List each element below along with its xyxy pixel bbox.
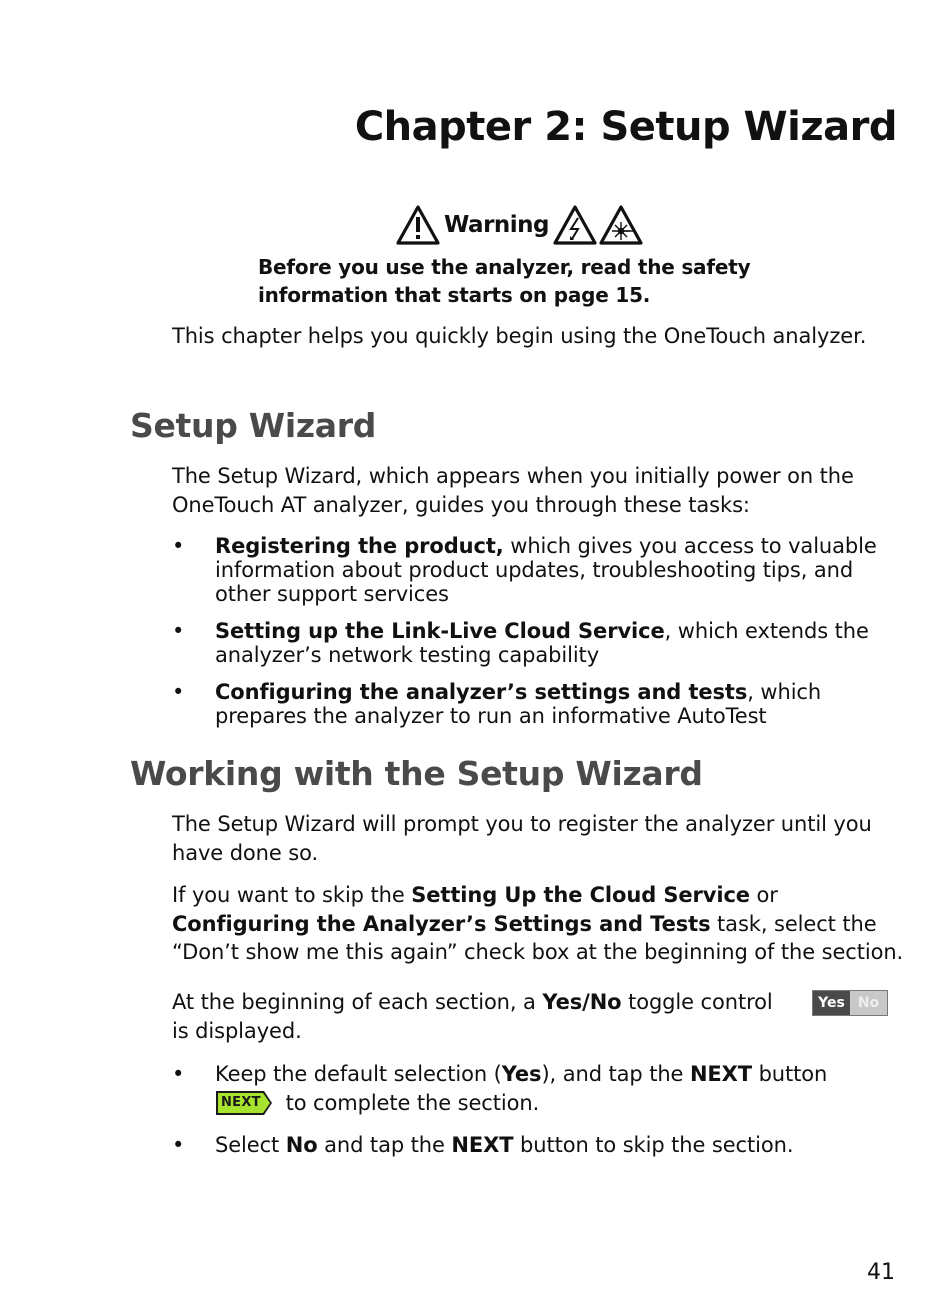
list-item: • Keep the default selection (Yes), and tap the NEXT button NEXT to complete the section.	[172, 1060, 912, 1118]
toggle-yes[interactable]: Yes	[813, 991, 850, 1015]
warning-label: Warning	[444, 212, 550, 238]
electrical-hazard-icon	[553, 205, 597, 245]
register-paragraph: The Setup Wizard will prompt you to register the analyzer until you have done so.	[172, 812, 872, 865]
action-list	[172, 1060, 912, 1173]
page-number: 41	[867, 1260, 895, 1285]
setup-wizard-paragraph: The Setup Wizard, which appears when you initially power on the OneTouch AT analyzer, guides you through these tasks:	[172, 464, 854, 517]
skip-paragraph: If you want to skip the Setting Up the Cloud Service or Configuring the Analyzer’s Settings and Tests task, select the “Don’t show me this again” check box at the beginning of the section.	[172, 883, 904, 964]
next-button[interactable]: NEXT	[215, 1090, 273, 1116]
toggle-paragraph: At the beginning of each section, a Yes/No toggle control is displayed.	[172, 990, 773, 1043]
list-item: • Registering the product, which gives you access to valuable information about product updates, troubleshooting tips, and other support services	[172, 534, 912, 606]
task-list	[172, 534, 912, 741]
laser-hazard-icon	[599, 205, 643, 245]
warning-banner	[396, 204, 643, 246]
intro-paragraph: This chapter helps you quickly begin using the OneTouch analyzer.	[172, 324, 867, 348]
warning-text: Before you use the analyzer, read the safety information that starts on page 15.	[258, 255, 751, 307]
chapter-title: Chapter 2: Setup Wizard	[354, 104, 897, 150]
warning-triangle-icon	[396, 205, 440, 245]
section-heading-working-with-wizard: Working with the Setup Wizard	[130, 754, 703, 793]
yes-no-toggle[interactable]	[812, 990, 888, 1016]
toggle-no[interactable]: No	[850, 991, 887, 1015]
list-item: • Select No and tap the NEXT button to skip the section.	[172, 1131, 912, 1160]
section-heading-setup-wizard: Setup Wizard	[130, 406, 377, 445]
list-item: • Setting up the Link-Live Cloud Service, which extends the analyzer’s network testing capability	[172, 619, 912, 667]
list-item: • Configuring the analyzer’s settings and tests, which prepares the analyzer to run an informative AutoTest	[172, 680, 912, 728]
